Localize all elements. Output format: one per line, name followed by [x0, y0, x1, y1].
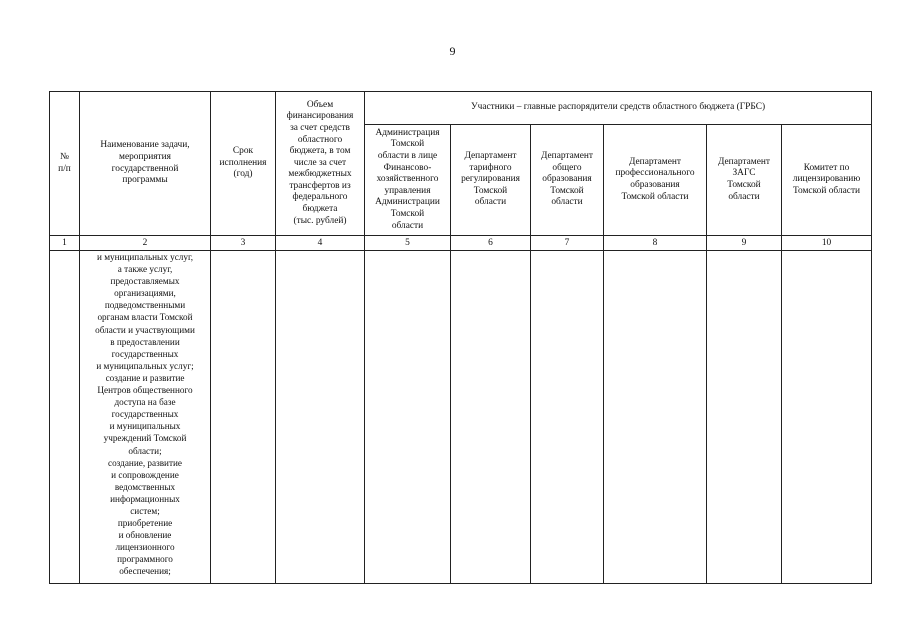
header-grbs-administration: Администрация Томской области в лице Финансово- хозяйственного управления Администрации Томской области [365, 125, 451, 236]
column-number: 7 [531, 236, 604, 251]
header-grbs-tariff: Департамент тарифного регулирования Томской области [451, 125, 531, 236]
header-term: Срок исполнения (год) [211, 92, 276, 236]
column-number: 9 [707, 236, 782, 251]
cell-grbs-administration [365, 251, 451, 584]
header-task: Наименование задачи, мероприятия государственной программы [80, 92, 211, 236]
cell-grbs-licensing [782, 251, 872, 584]
cell-grbs-professional-education [604, 251, 707, 584]
cell-num [50, 251, 80, 584]
cell-finance [276, 251, 365, 584]
column-number: 2 [80, 236, 211, 251]
header-finance: Объем финансирования за счет средств областного бюджета, в том числе за счет межбюджетных трансфертов из федерального бюджета (тыс. рублей) [276, 92, 365, 236]
column-number: 3 [211, 236, 276, 251]
cell-term [211, 251, 276, 584]
cell-task-text: и муниципальных услуг, а также услуг, предоставляемых организациями, подведомственными органам власти Томской области и участвующими в предоставлении государственных и муниципальных услуг; создание и развитие Центров общественного доступа на базе государственных и муниципальных учреждений Томской области; создание, развитие и сопровождение ведомственных информационных систем; приобретение и обновление лицензионного программного обеспечения; [80, 251, 211, 584]
column-number: 8 [604, 236, 707, 251]
column-number: 1 [50, 236, 80, 251]
column-number: 4 [276, 236, 365, 251]
cell-grbs-tariff [451, 251, 531, 584]
program-table [49, 91, 872, 584]
column-number: 10 [782, 236, 872, 251]
header-grbs-professional-education: Департамент профессионального образования Томской области [604, 125, 707, 236]
column-number: 6 [451, 236, 531, 251]
header-participants: Участники – главные распорядители средств областного бюджета (ГРБС) [365, 92, 872, 125]
column-number: 5 [365, 236, 451, 251]
cell-grbs-zags [707, 251, 782, 584]
header-grbs-licensing: Комитет по лицензированию Томской области [782, 125, 872, 236]
header-num: № п/п [50, 92, 80, 236]
header-grbs-general-education: Департамент общего образования Томской области [531, 125, 604, 236]
page-number: 9 [449, 44, 456, 58]
cell-grbs-general-education [531, 251, 604, 584]
header-grbs-zags: Департамент ЗАГС Томской области [707, 125, 782, 236]
